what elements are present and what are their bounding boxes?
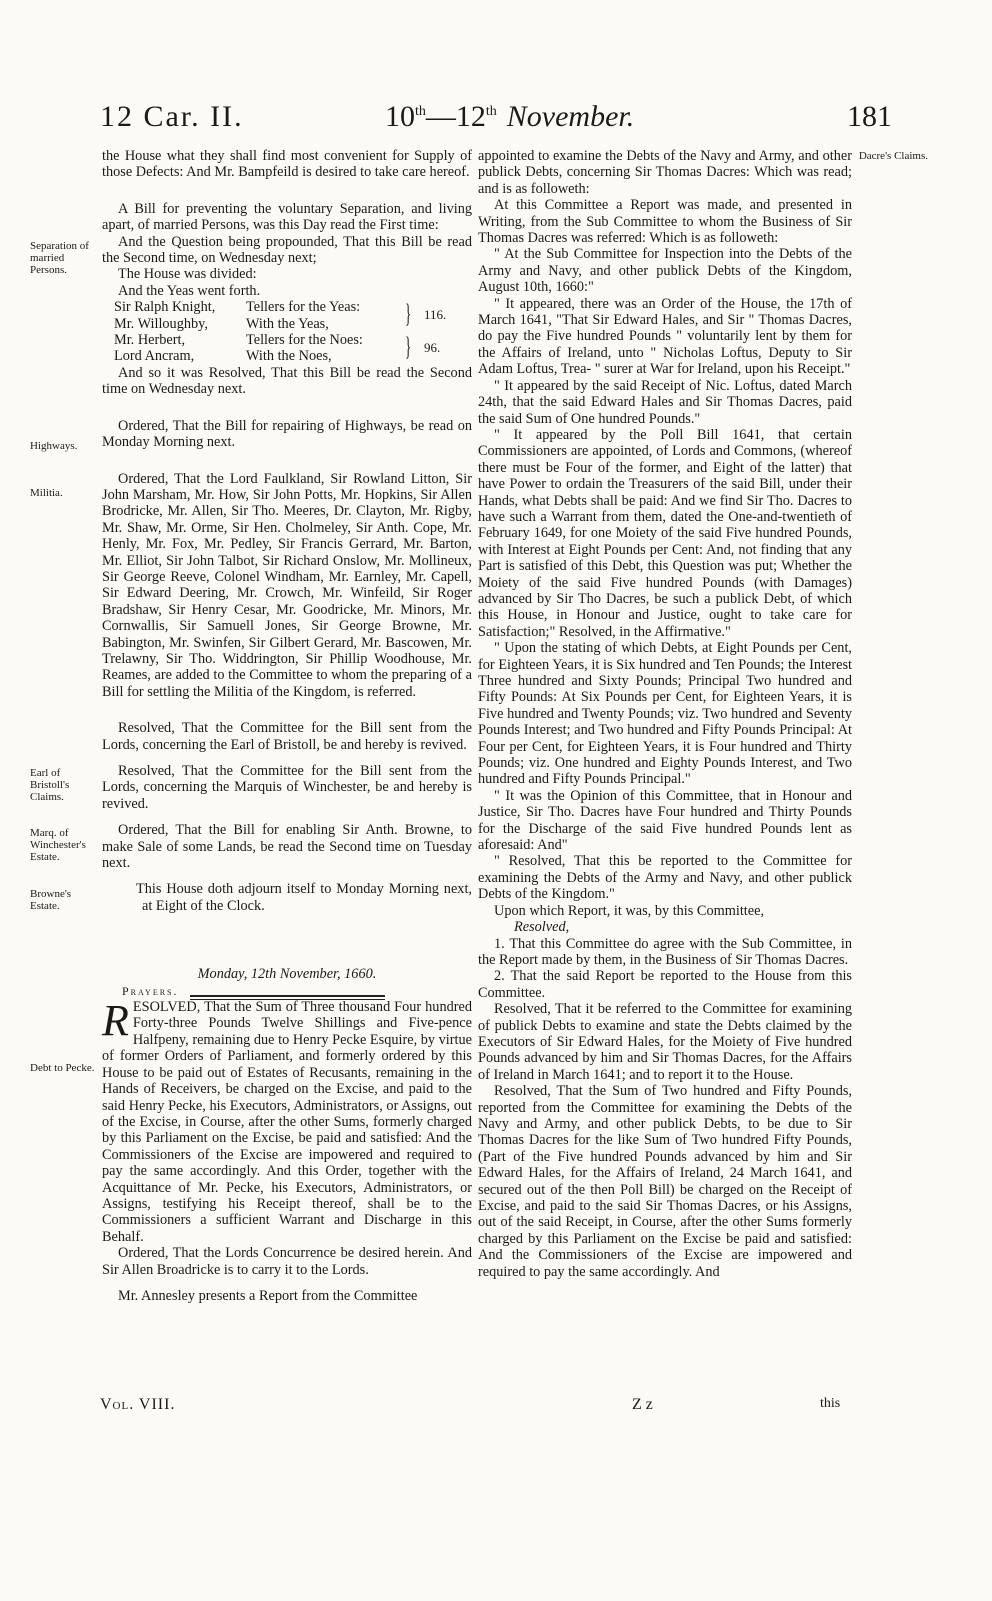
- left-para-4: The House was divided:: [118, 266, 257, 283]
- left-para-13: [102, 996, 472, 1245]
- left-para-12: This House doth adjourn itself to Monday Morning next, at Eight of the Clock.: [136, 881, 472, 914]
- head-sup-2: th: [485, 104, 497, 119]
- right-para-2: At this Committee a Report was made, and presented in Writing, from the Sub Committee to whom the Business of Sir Thomas Dacres was referred: Which is as followeth:: [478, 197, 852, 247]
- right-para-15: Resolved, That the Sum of Two hundred and Fifty Pounds, reported from the Committee for examining the Debts of the Navy and Army, and other publick Debts, to be due to Sir Thomas Dacres for the like Sum of Two hundred Fifty Pounds, (Part of the Five hundred Pounds advanced by him and Sir Edward Hales, for the Affairs of Ireland, 24 March 1641, and secured out of the then Poll Bill) be charged on the Receipt of Excise, and paid to the said Sir Thomas Dacres, or his Assigns, out of the said Receipt, in Course, after the other Sums formerly charged by this Parliament on the Excise be paid and satisfied: And the Commissioners of the Excise are impowered and required to pay the same accordingly. And: [478, 1083, 852, 1280]
- teller-no-2-role: With the Noes,: [246, 348, 332, 365]
- right-column: [478, 148, 852, 1280]
- yeas-count: 116.: [424, 307, 447, 323]
- right-para-8: " It was the Opinion of this Committee, that in Honour and Justice, Sir Tho. Dacres have Four hundred and Thirty Pounds for the Discharge of the said Five hundred Pounds lent as aforesaid: And": [478, 787, 852, 854]
- teller-no-1-role: Tellers for the Noes:: [246, 332, 363, 349]
- margin-note-pecke: Debt to Pecke.: [30, 1062, 95, 1074]
- right-para-7: " Upon the stating of which Debts, at Eight Pounds per Cent, for Eighteen Years, it is Six hundred and Ten Pounds; the Interest Three hundred and Sixty Pounds; Principal Two hundred and Fifty Pounds: At Six Pounds per Cent, for Eighteen Years, it is Five hundred and Twenty Pounds; viz. Two hundred and Seventy Pounds Interest; and Two hundred and Fifty Pounds Principal: At Four per Cent, for Eighteen Years, it is Four hundred and Thirty Pounds; viz. One hundred and Eighty Pounds Interest, and Two hundred and Fifty Pounds Principal.": [478, 640, 852, 788]
- left-para-13-text: ESOLVED, That the Sum of Three thousand Four hundred Forty-three Pounds Twelve Shillings and Five-pence Halfpeny, remaining due to Henry Pecke Esquire, by virtue of former Orders of Parliament, and formerly ordered by this House to be paid out of Estates of Recusants, remaining in the Hands of Receivers, be charged on the Excise, and paid to the said Henry Pecke, his Executors, Administrators, or Assigns, out of the Excise, in Course, after the other Sums, formerly charged by this Parliament on the Excise, be paid and satisfied: And the Commissioners of the Excise are impowered and required to pay the same accordingly. And this Order, together with the Acquittance of Mr. Pecke, his Executors, Administrators, or Assigns, testifying his Receipt thereof, shall be to the Commissioners a sufficient Warrant and Discharge in this Behalf.: [102, 999, 472, 1245]
- left-para-1: the House what they shall find most convenient for Supply of those Defects: And Mr. Bampfeild is desired to take care hereof.: [102, 148, 472, 181]
- prayers-heading: Prayers.: [122, 983, 179, 998]
- noes-count: 96.: [424, 340, 441, 356]
- page-number: 181: [847, 100, 892, 133]
- right-para-3: " At the Sub Committee for Inspection into the Debts of the Army and Navy, and other publick Debts of the Kingdom, August 10th, 1660:": [478, 246, 852, 296]
- running-head-left: 12 Car. II.: [100, 100, 244, 133]
- teller-yea-1-role: Tellers for the Yeas:: [246, 299, 361, 316]
- right-para-4: " It appeared, there was an Order of the House, the 17th of March 1641, "That Sir Edward Hales, and Sir " Thomas Dacres, do pay the Five hundred Pounds " voluntarily lent by them for the Affairs of Ireland, unto " Nicholas Loftus, Deputy to Sir Adam Loftus, Trea- " surer at War for Ireland, upon his Receipt.": [478, 295, 852, 378]
- margin-note-militia: Militia.: [30, 487, 63, 499]
- tellers-table: [102, 299, 472, 365]
- section-rule: [190, 995, 385, 997]
- left-para-6: And so it was Resolved, That this Bill be read the Second time on Wednesday next.: [102, 364, 472, 398]
- left-para-10: Resolved, That the Committee for the Bill sent from the Lords, concerning the Marquis of Winchester, be and hereby is revived.: [102, 763, 472, 812]
- teller-yea-2-role: With the Yeas,: [246, 315, 329, 332]
- teller-no-1: Mr. Herbert,: [114, 332, 186, 349]
- right-para-10: Upon which Report, it was, by this Committee,: [494, 902, 765, 919]
- left-para-8: Ordered, That the Lord Faulkland, Sir Rowland Litton, Sir John Marsham, Mr. How, Sir John Potts, Mr. Hopkins, Sir Allen Brodricke, Mr. Allen, Sir Tho. Meeres, Dr. Clayton, Mr. Rigby, Mr. Shaw, Mr. Orme, Sir Hen. Cholmeley, Sir Anth. Cope, Mr. Henly, Mr. Fox, Mr. Pedley, Sir Francis Gerrard, Mr. Barton, Mr. Elliot, Sir John Talbot, Sir Richard Onslow, Mr. Mollineux, Sir George Reeve, Colonel Windham, Mr. Earnley, Mr. Capell, Sir Edward Deering, Mr. Crowch, Mr. Winfeild, Sir Roger Bradshaw, Sir Henry Cesar, Mr. Goodricke, Mr. Minors, Mr. Cornwallis, Sir Samuell Jones, Sir George Browne, Mr. Babington, Mr. Swinfen, Sir Gilbert Gerard, Mr. Bascowen, Mr. Trelawny, Sir Tho. Widdrington, Sir Phillip Woodhouse, Mr. Reames, are added to the Committee to whom the preparing of a Bill for settling the Militia of the Kingdom, is referred.: [102, 470, 472, 700]
- teller-yea-1: Sir Ralph Knight,: [114, 299, 216, 316]
- left-para-9: Resolved, That the Committee for the Bill sent from the Lords, concerning the Earl of Bristoll, be and hereby is revived.: [102, 720, 472, 753]
- teller-yea-2: Mr. Willoughby,: [114, 315, 208, 332]
- right-para-14: Resolved, That it be referred to the Committee for examining of publick Debts to examine and state the Debts claimed by the Executors of Sir Edward Hales, for the Moiety of Five hundred Pounds advanced by him and Sir Thomas Dacres, for the Affairs of Ireland in March 1641; and to report it to the House.: [478, 1001, 852, 1083]
- left-para-14: Ordered, That the Lords Concurrence be desired herein. And Sir Allen Broadricke is to carry it to the Lords.: [102, 1245, 472, 1278]
- margin-note-dacres: Dacre's Claims.: [858, 150, 928, 162]
- margin-note-highways: Highways.: [30, 440, 78, 452]
- left-para-11: Ordered, That the Bill for enabling Sir Anth. Browne, to make Sale of some Lands, be read the Second time on Tuesday next.: [102, 822, 472, 872]
- running-head-center: [385, 100, 634, 134]
- margin-note-browne: Browne's Estate.: [30, 888, 72, 912]
- margin-note-bristoll: Earl of Bristoll's Claims.: [30, 767, 70, 803]
- signature-mark: Z z: [632, 1396, 653, 1413]
- volume-footer: Vol. VIII.: [100, 1396, 176, 1413]
- margin-note-separation: Separation of married Persons.: [30, 240, 89, 276]
- right-para-1: appointed to examine the Debts of the Navy and Army, and other publick Debts, concerning Sir Thomas Dacres: Which was read; and is as followeth:: [478, 148, 852, 197]
- right-para-5: " It appeared by the said Receipt of Nic. Loftus, dated March 24th, that the said Edward Hales and Sir Thomas Dacres, paid the said Sum of One hundred Pounds.": [478, 377, 852, 427]
- brace-noes: }: [405, 332, 412, 362]
- head-dash: —12: [425, 100, 486, 133]
- left-para-15: Mr. Annesley presents a Report from the Committee: [118, 1287, 418, 1304]
- head-sup-1: th: [415, 104, 426, 119]
- catchword: this: [820, 1396, 841, 1411]
- section-rule-thin: [190, 999, 385, 1000]
- margin-note-winchester: Marq. of Winchester's Estate.: [30, 827, 86, 863]
- right-para-13: 2. That the said Report be reported to the House from this Committee.: [478, 968, 852, 1001]
- right-para-6: " It appeared by the Poll Bill 1641, that certain Commissioners are appointed, of Lords and Commons, (whereof there must be Four of the former, and Eight of the latter) that have Power to ordain the Treasurers of the said Bill, under their Hands, what Debts shall be paid: And we find Sir Tho. Dacres to have such a Warrant from them, dated the One-and-twentieth of February 1649, for one Moiety of the said Five hundred Pounds, with Interest at Eight Pounds per Cent: And, not finding that any Part is satisfied of this Debt, this Question was put; Whether the Moiety of the said Five hundred Pounds (with Damages) advanced by Sir Tho Dacres, be such a publick Debt, of which this House, in Honour and Justice, ought to take care for Satisfaction;" Resolved, in the Affirmative.": [478, 426, 852, 640]
- drop-cap: R: [102, 996, 129, 1046]
- left-para-2: A Bill for preventing the voluntary Separation, and living apart, of married Persons, was this Day read the First time:: [102, 200, 472, 234]
- head-month: November.: [506, 100, 635, 133]
- brace-yeas: }: [405, 299, 412, 329]
- right-para-9: " Resolved, That this be reported to the Committee for examining the Debts of the Army and Navy, and other publick Debts of the Kingdom.": [478, 853, 852, 903]
- teller-no-2: Lord Ancram,: [114, 348, 195, 365]
- right-para-12: 1. That this Committee do agree with the Sub Committee, in the Report made by them, in the Business of Sir Thomas Dacres.: [478, 935, 852, 968]
- right-para-11: Resolved,: [514, 919, 570, 936]
- sitting-date: Monday, 12th November, 1660.: [197, 966, 377, 983]
- left-para-7: Ordered, That the Bill for repairing of Highways, be read on Monday Morning next.: [102, 417, 472, 451]
- left-column: [102, 148, 472, 1304]
- left-para-5: And the Yeas went forth.: [118, 282, 261, 299]
- head-day: 10: [385, 100, 415, 133]
- left-para-3: And the Question being propounded, That this Bill be read the Second time, on Wednesday next;: [102, 233, 472, 267]
